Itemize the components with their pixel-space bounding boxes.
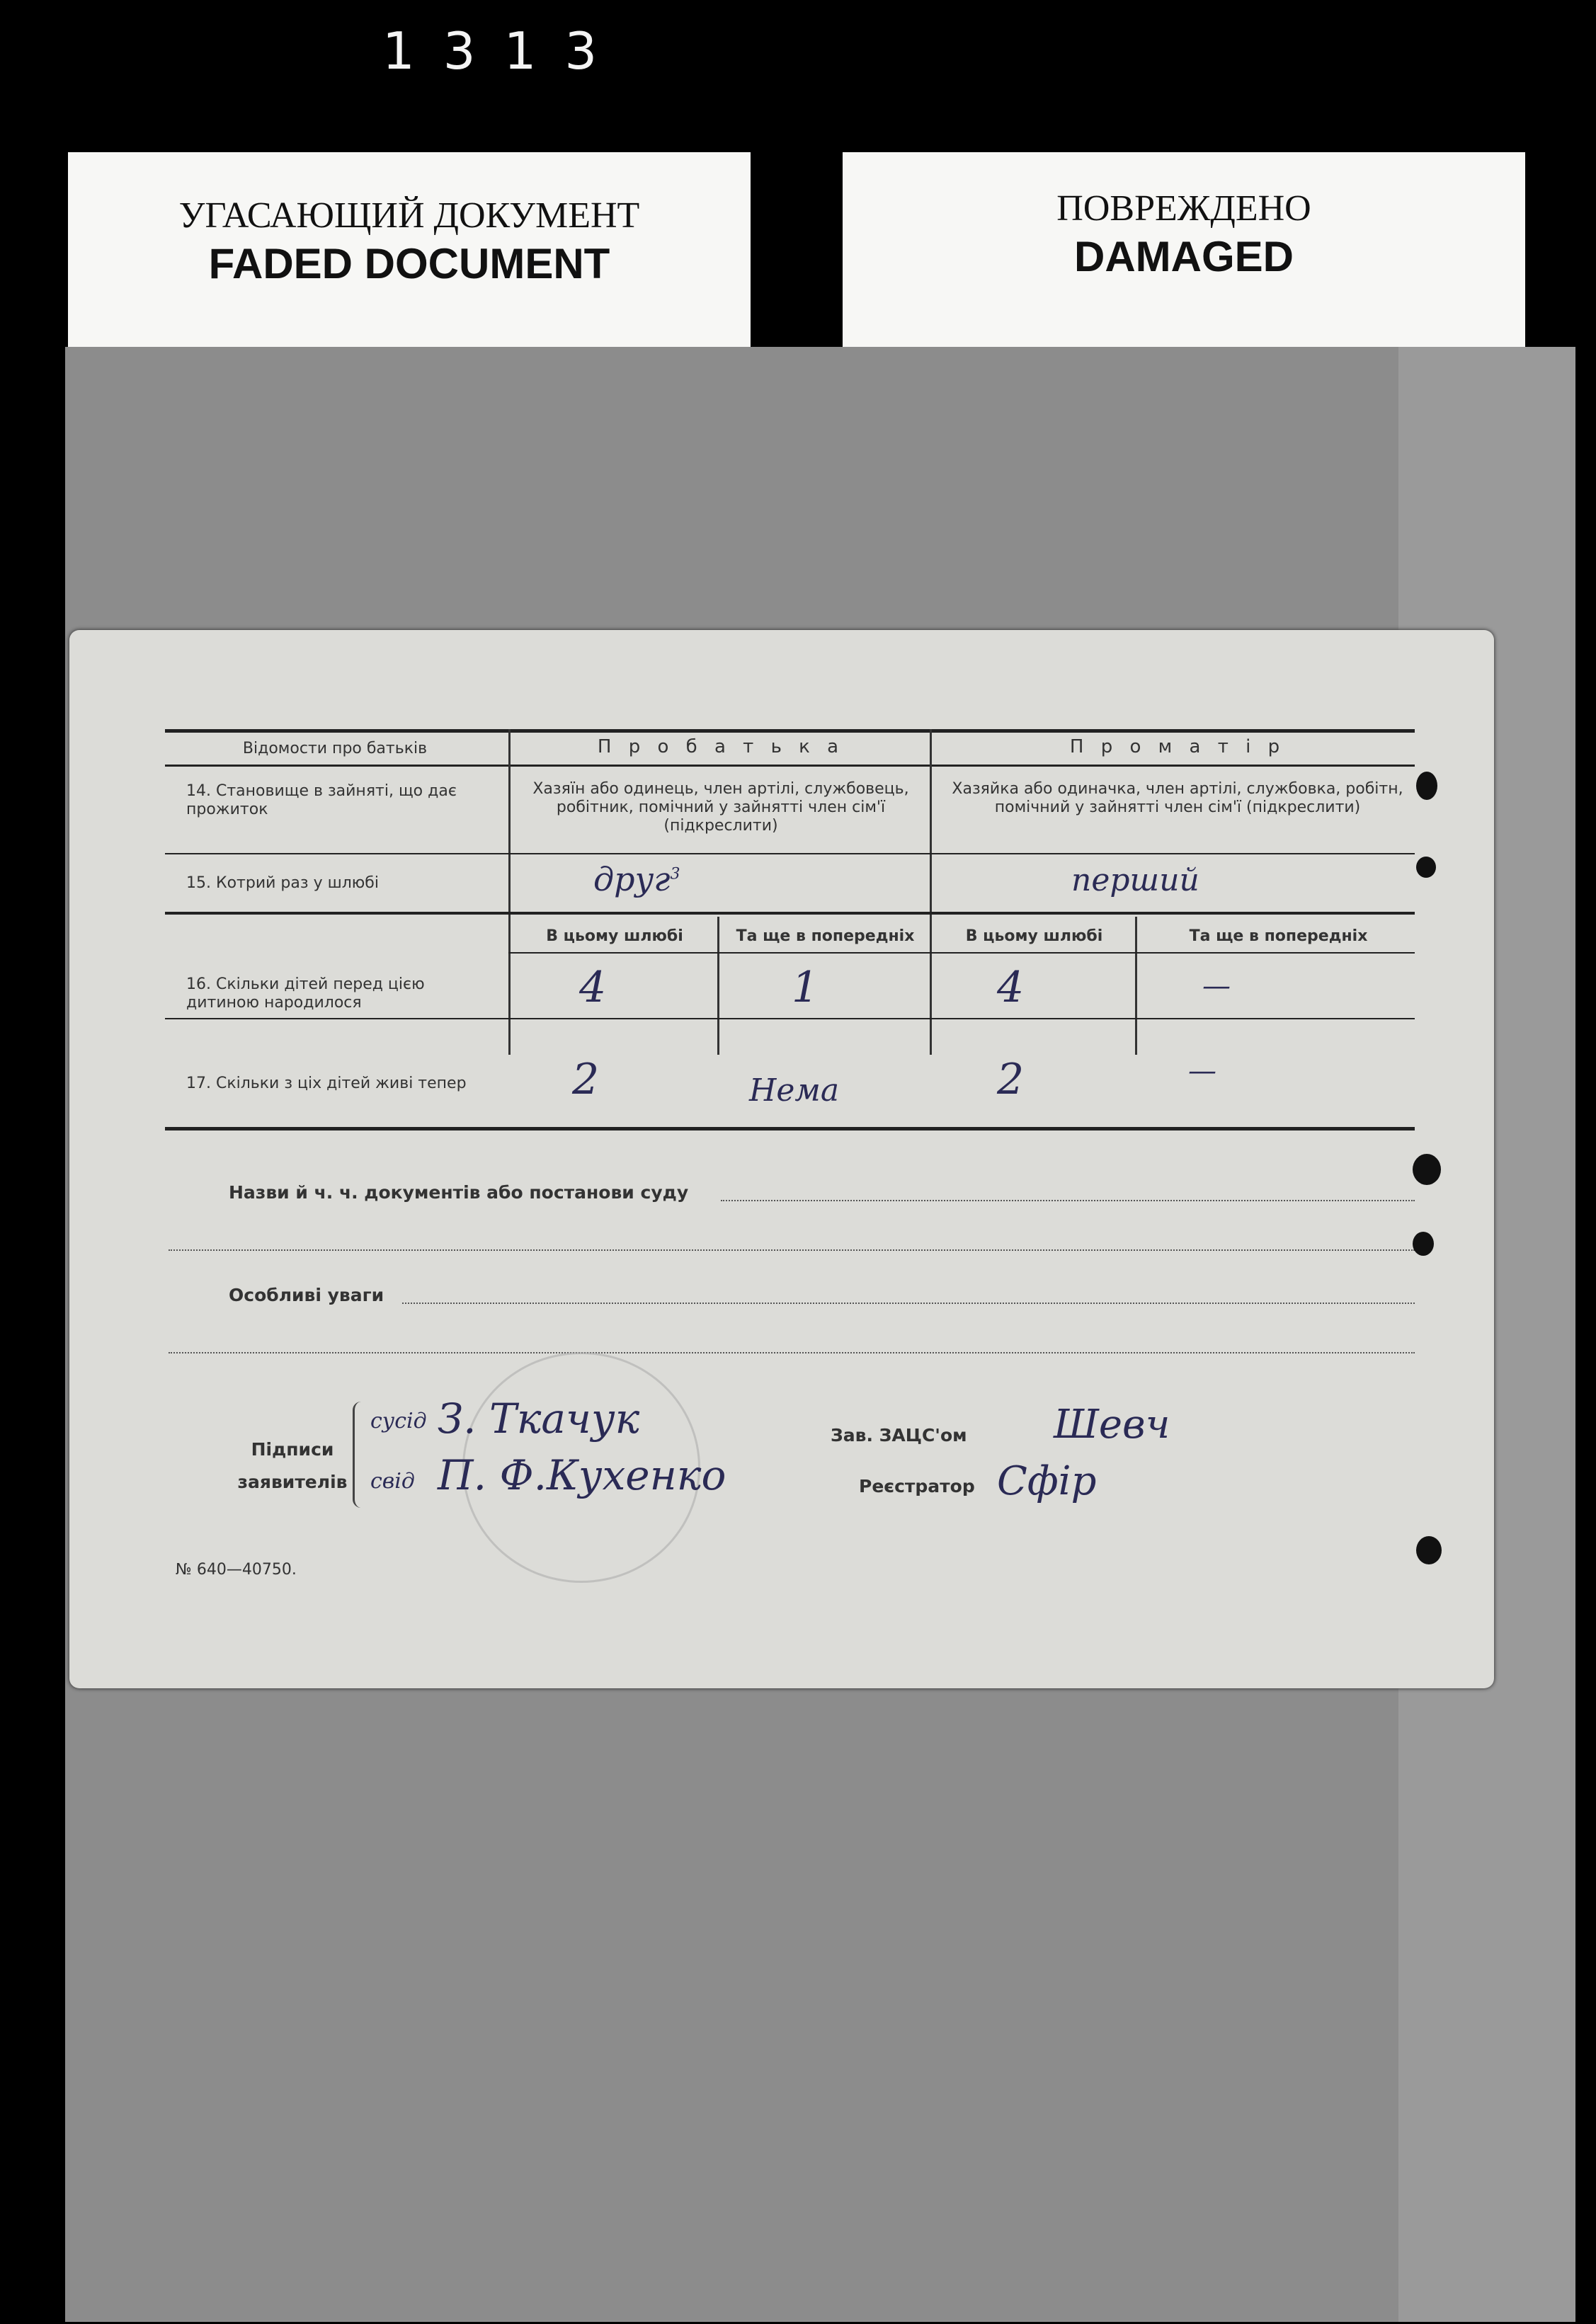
row15-mother-value: перший: [1071, 862, 1199, 898]
documents-label: Назви й ч. ч. документів або постанови суду: [229, 1182, 689, 1203]
row17-father-previous: Нема: [749, 1072, 840, 1109]
row17-label: 17. Скільки з ціх дітей живі тепер: [186, 1075, 467, 1092]
row15-label: 15. Котрий раз у шлюбі: [186, 874, 379, 892]
faded-label-ru: УГАСАЮЩИЙ ДОКУМЕНТ: [178, 195, 640, 236]
row16-father-previous: 1: [792, 963, 819, 1012]
form-number: № 640—40750.: [176, 1561, 297, 1579]
sig1-prefix: сусід: [370, 1409, 427, 1433]
row15-father-sup: 3: [670, 865, 680, 883]
divider-4: [1135, 917, 1137, 1055]
signatures-label-line2: заявителів: [237, 1472, 348, 1492]
signatures-label-line1: Підписи: [251, 1439, 334, 1460]
notes-label: Особливі уваги: [229, 1285, 384, 1305]
row16-mother-current: 4: [997, 963, 1025, 1012]
row17-father-current: 2: [572, 1055, 600, 1104]
row16-mother-previous: —: [1202, 970, 1231, 1002]
faded-label-en: FADED DOCUMENT: [208, 240, 610, 287]
sig2-prefix: свід: [370, 1469, 415, 1494]
notes-line-1: [402, 1303, 1415, 1304]
punch-hole-2: [1416, 857, 1436, 878]
row16-rule: [165, 1018, 1415, 1019]
row15-father-value: [593, 860, 680, 898]
sig2-name: П. Ф.Кухенко: [438, 1451, 726, 1499]
divider-3: [717, 917, 719, 1055]
notes-line-2: [169, 1352, 1415, 1353]
divider-1: [508, 729, 511, 1055]
header-about-mother: П р о м а т і р: [1069, 736, 1286, 757]
signatures-label: [236, 1433, 349, 1499]
row15-rule: [165, 912, 1415, 915]
birth-record-form: [69, 630, 1494, 1688]
row17-mother-previous: —: [1188, 1055, 1216, 1087]
header-parents-info: Відомости про батьків: [242, 740, 428, 757]
header-rule: [165, 765, 1415, 767]
punch-hole-3: [1413, 1154, 1441, 1185]
documents-line-1: [721, 1200, 1415, 1201]
sig1-name: З. Ткачук: [438, 1395, 640, 1443]
damaged-label-en: DAMAGED: [1074, 233, 1294, 280]
divider-2: [930, 729, 932, 1055]
signatures-brace: [353, 1402, 365, 1508]
punch-hole-4: [1413, 1232, 1434, 1256]
head-label: Зав. ЗАЦС'ом: [831, 1425, 967, 1446]
registrar-signature: Сфір: [997, 1458, 1097, 1504]
table-top-rule: [165, 729, 1415, 733]
damaged-label-ru: ПОВРЕЖДЕНО: [1056, 188, 1311, 229]
damaged-label: [843, 152, 1525, 379]
table-bottom-rule: [165, 1127, 1415, 1130]
row14-mother-options: Хазяйка або одиначка, член артілі, службовка, робітн, помічний у зайнятті член сім'ї (підкреслити): [952, 780, 1403, 816]
subheader-father-current: В цьому шлюбі: [546, 927, 683, 945]
subheader-mother-current: В цьому шлюбі: [965, 927, 1103, 945]
punch-hole-1: [1416, 772, 1437, 800]
row14-father-options: Хазяїн або одинець, член артілі, службовець, робітник, помічний у зайнятті член сім'ї (підкреслити): [532, 780, 909, 835]
head-signature: Шевч: [1054, 1402, 1170, 1448]
faded-document-label: [68, 152, 751, 379]
row15-father-value-text: друг: [593, 860, 671, 898]
row14-rule: [165, 853, 1415, 854]
header-about-father: П р о б а т ь к а: [597, 736, 845, 757]
subheader-rule: [508, 952, 1415, 954]
subheader-mother-previous: Та ще в попередніх: [1189, 927, 1368, 945]
registrar-label: Реєстратор: [859, 1476, 975, 1496]
row16-label: 16. Скільки дітей перед цією дитиною народилося: [186, 975, 425, 1012]
subheader-father-previous: Та ще в попередніх: [736, 927, 915, 945]
row17-mother-current: 2: [997, 1055, 1025, 1104]
row14-label: 14. Становище в зайняті, що дає прожиток: [186, 782, 457, 818]
punch-hole-5: [1416, 1536, 1442, 1564]
row16-father-current: 4: [579, 963, 607, 1012]
archive-number: 1313: [382, 21, 626, 81]
documents-line-2: [169, 1249, 1415, 1251]
